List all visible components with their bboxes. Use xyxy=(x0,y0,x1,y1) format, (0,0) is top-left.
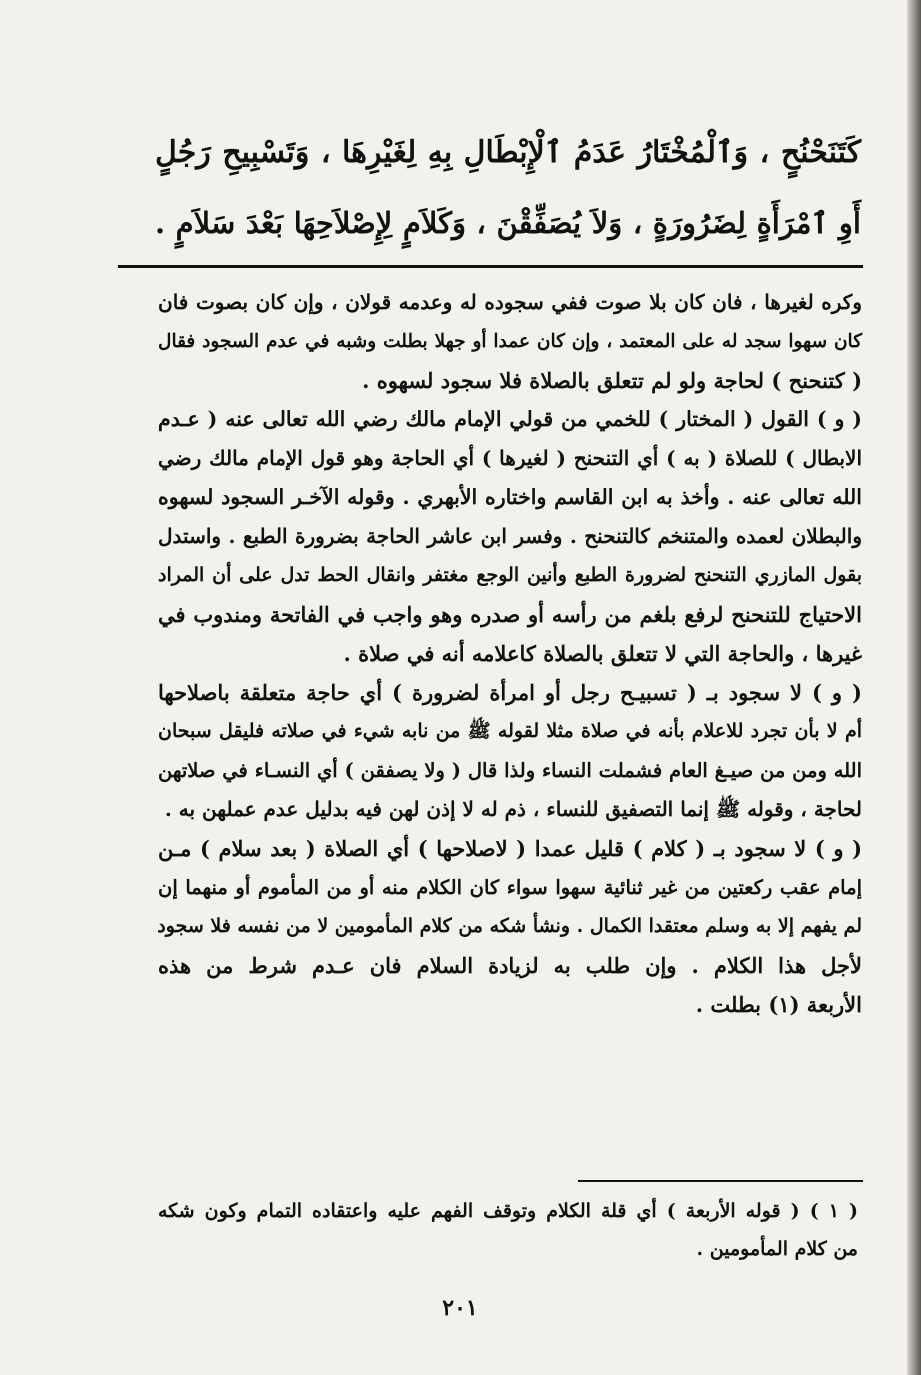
commentary-line: لحاجة ، وقوله ﷺ إنما التصفيق للنساء ، ذم له لا إذن لهن فيه بدليل عدم عملهن به . xyxy=(164,797,862,821)
commentary-line: الاحتياج للتنحنح لرفع بلغم من رأسه أو صدره وهو واجب في الفاتحة ومندوب في xyxy=(158,602,862,627)
matn-line: كَتَنَحْنُحٍ ، وَٱلْمُخْتَارُ عَدَمُ ٱلْإِبْطَالِ بِهِ لِغَيْرِهَا ، وَتَسْبِيحِ رَجُلٍ xyxy=(155,135,861,170)
commentary-line: ( كتنحنح ) لحاجة ولو لم تتعلق بالصلاة فلا سجود لسهوه . xyxy=(362,368,862,393)
commentary-line: ( و ) القول ( المختار ) للخمي من قولي الإمام مالك رضي الله تعالى عنه ( عـدم xyxy=(158,407,862,431)
commentary-line: بقول المازري التنحنح لضرورة الطبع وأنين الوجع مغتفر وانقال الحط تدل على أن المراد xyxy=(158,564,862,586)
commentary-line: لم يفهم إلا به وسلم معتقدا الكمال . ونشأ شكه من كلام المأمومين لا من نفسه فلا سجود xyxy=(157,915,862,937)
page-number: ٢٠١ xyxy=(442,1295,478,1321)
commentary-line: أم لا بأن تجرد للاعلام بأنه في صلاة مثلا لقوله ﷺ من نابه شيء في صلاته فليقل سبحان xyxy=(158,720,862,742)
commentary-line: ( و ) لا سجود بـ ( تسبيـح رجل أو امرأة لضرورة ) أي حاجة متعلقة باصلاحها xyxy=(158,680,862,705)
header-divider xyxy=(118,265,863,268)
commentary-line: ( و ) لا سجود بـ ( كلام ) قليل عمدا ( لاصلاحها ) أي الصلاة ( بعد سلام ) مـن xyxy=(158,836,862,861)
commentary-line: الابطال ) للصلاة ( به ) أي التنحنح ( لغيرها ) أي الحاجة وهو قول الإمام مالك رضي xyxy=(158,446,862,470)
footnote-line: ( ١ ) ( قوله الأربعة ) أي قلة الكلام وتوقف الفهم عليه واعتقاده التمام وكون شكه xyxy=(158,1200,859,1222)
commentary-line: كان سهوا سجد له على المعتمد ، وإن كان عمدا أو جهلا بطلت وشبه في عدم السجود فقال xyxy=(158,331,862,352)
commentary-line: الله ومن من صيـغ العام فشملت النساء ولذا قال ( ولا يصفقن ) أي النسـاء في صلاتهن xyxy=(158,759,862,782)
page-edge-shadow xyxy=(907,0,921,1375)
commentary-line: لأجل هذا الكلام . وإن طلب به لزيادة السلام فان عـدم شرط من هذه xyxy=(158,953,862,978)
commentary-line: وكره لغيرها ، فان كان بلا صوت ففي سجوده له وعدمه قولان ، وإن كان بصوت فان xyxy=(158,290,862,314)
commentary-text xyxy=(158,283,862,1024)
commentary-line: والبطلان لعمده والمتنخم كالتنحنح . وفسر ابن عاشر الحاجة بضرورة الطبع . واستدل xyxy=(158,524,862,548)
footnote-line: من كلام المأمومين . xyxy=(696,1238,858,1260)
commentary-line: غيرها ، والحاجة التي لا تتعلق بالصلاة كاعلامه أنه في صلاة . xyxy=(343,641,862,666)
footnote-divider xyxy=(578,1180,863,1182)
commentary-line: إمام عقب ركعتين من غير ثنائية سهوا سواء كان الكلام منه أو من المأموم أو منهما إن xyxy=(158,876,862,899)
matn-line: أَوِ ٱمْرَأَةٍ لِضَرُورَةٍ ، وَلاَ يُصَفِّقْنَ ، وَكَلاَمٍ لِإِصْلاَحِهَا بَعْدَ سَلاَمٍ . xyxy=(155,206,861,240)
matn-text xyxy=(155,118,861,258)
commentary-line: الله تعالى عنه . وأخذ به ابن القاسم واختاره الأبهري . وقوله الآخـر السجود لسهوه xyxy=(158,485,862,509)
footnote xyxy=(158,1192,858,1268)
commentary-line: الأربعة (١) بطلت . xyxy=(695,992,862,1017)
